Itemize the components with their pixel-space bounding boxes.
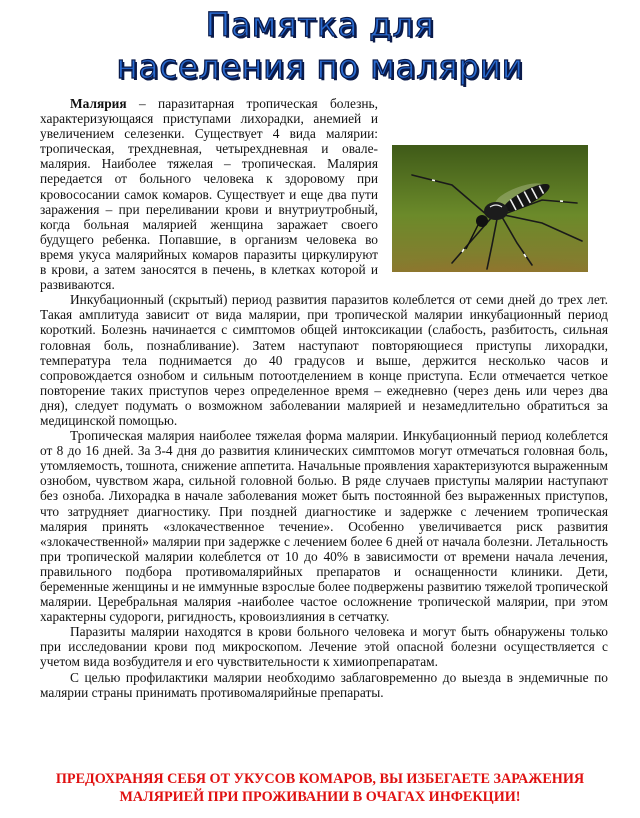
- paragraph-1-text: – паразитарная тропическая болезнь, характеризующаяся приступами лихорадки, анемией и увеличением селезенки. Существует 4 вида малярии: тропическая, трехдневная, четырехдневная и овале-малярия. Наиболее тяжелая – тропическая. Малярия передается от больного человека к здоровому при кровососании самок комаров. Существует и еще два пути заражения – при переливании крови и внутриутробный, когда больная малярией женщина заражает своего будущего ребенка. Попавшие, в организм человека во время укуса малярийных комаров паразиты циркулируют в крови, а затем заносятся в печень, в клетках которой и развиваются.: [40, 96, 378, 293]
- title-line-2: населения по малярии: [116, 47, 524, 86]
- paragraph-1: [40, 96, 378, 292]
- title-line-1: Памятка для: [205, 5, 435, 44]
- page-title: [0, 4, 640, 88]
- paragraph-3: Тропическая малярия наиболее тяжелая форма малярии. Инкубационный период колеблется от 8 до 16 дней. За 3-4 дня до развития клинических симптомов могут отмечаться головная боль, утомляемость, тошнота, снижение аппетита. Начальные проявления характеризуются выраженным ознобом, чувством жара, сильной головной болью. В ряде случаев приступы малярии наступают без озноба. Лихорадка в начале заболевания может быть постоянной без выраженных приступов, что затрудняет диагностику. При поздней диагностике и задержке с лечением тропическая малярия принять «злокачественное течение». Особенно увеличивается риск развития «злокачественной» малярии при задержке с лечением более 6 дней от начала болезни. Летальность при тропической малярии колеблется от 10 до 40% в зависимости от времени начала лечения, правильного подбора противомалярийных препаратов и оснащенности клиники. Дети, беременные женщины и не иммунные взрослые более подвержены развитию тяжелой тропической малярии. Церебральная малярия -наиболее частое осложнение тропической малярии, при этом характерны судороги, ригидность, кровоизлияния в сетчатку.: [40, 428, 608, 625]
- paragraph-4: Паразиты малярии находятся в крови больного человека и могут быть обнаружены только при исследовании крови под микроскопом. Лечение этой опасной болезни осуществляется с учетом вида возбудителя и его чувствительности к химиопрепаратам.: [40, 624, 608, 670]
- warning-line-2: МАЛЯРИЕЙ ПРИ ПРОЖИВАНИИ В ОЧАГАХ ИНФЕКЦИИ!: [119, 789, 521, 805]
- term-malaria: Малярия: [70, 96, 127, 111]
- paragraph-5: С целью профилактики малярии необходимо заблаговременно до выезда в эндемичные по малярии страны принимать противомалярийные препараты.: [40, 669, 608, 700]
- paragraph-2: Инкубационный (скрытый) период развития паразитов колеблется от семи дней до трех лет. Такая амплитуда зависит от вида малярии, при тропической малярии инкубационный период короткий. Болезнь начинается с симптомов общей интоксикации (слабость, разбитость, сильная головная боль, познабливание). Затем наступают повторяющиеся приступы лихорадки, температура тела поднимается до 40 градусов и выше, держится несколько часов и сопровождается ознобом и сильным потоотделением в конце приступа. Если отмечается четкое повторение таких приступов через определенное время – ежедневно (через день или через два дня), следует подумать о возможном заболевании малярией и незамедлительно обратиться за медицинской помощью.: [40, 292, 608, 428]
- warning-line-1: ПРЕДОХРАНЯЯ СЕБЯ ОТ УКУСОВ КОМАРОВ, ВЫ ИЗБЕГАЕТЕ ЗАРАЖЕНИЯ: [55, 771, 585, 787]
- warning-banner: [24, 770, 616, 806]
- article-body: [40, 96, 608, 700]
